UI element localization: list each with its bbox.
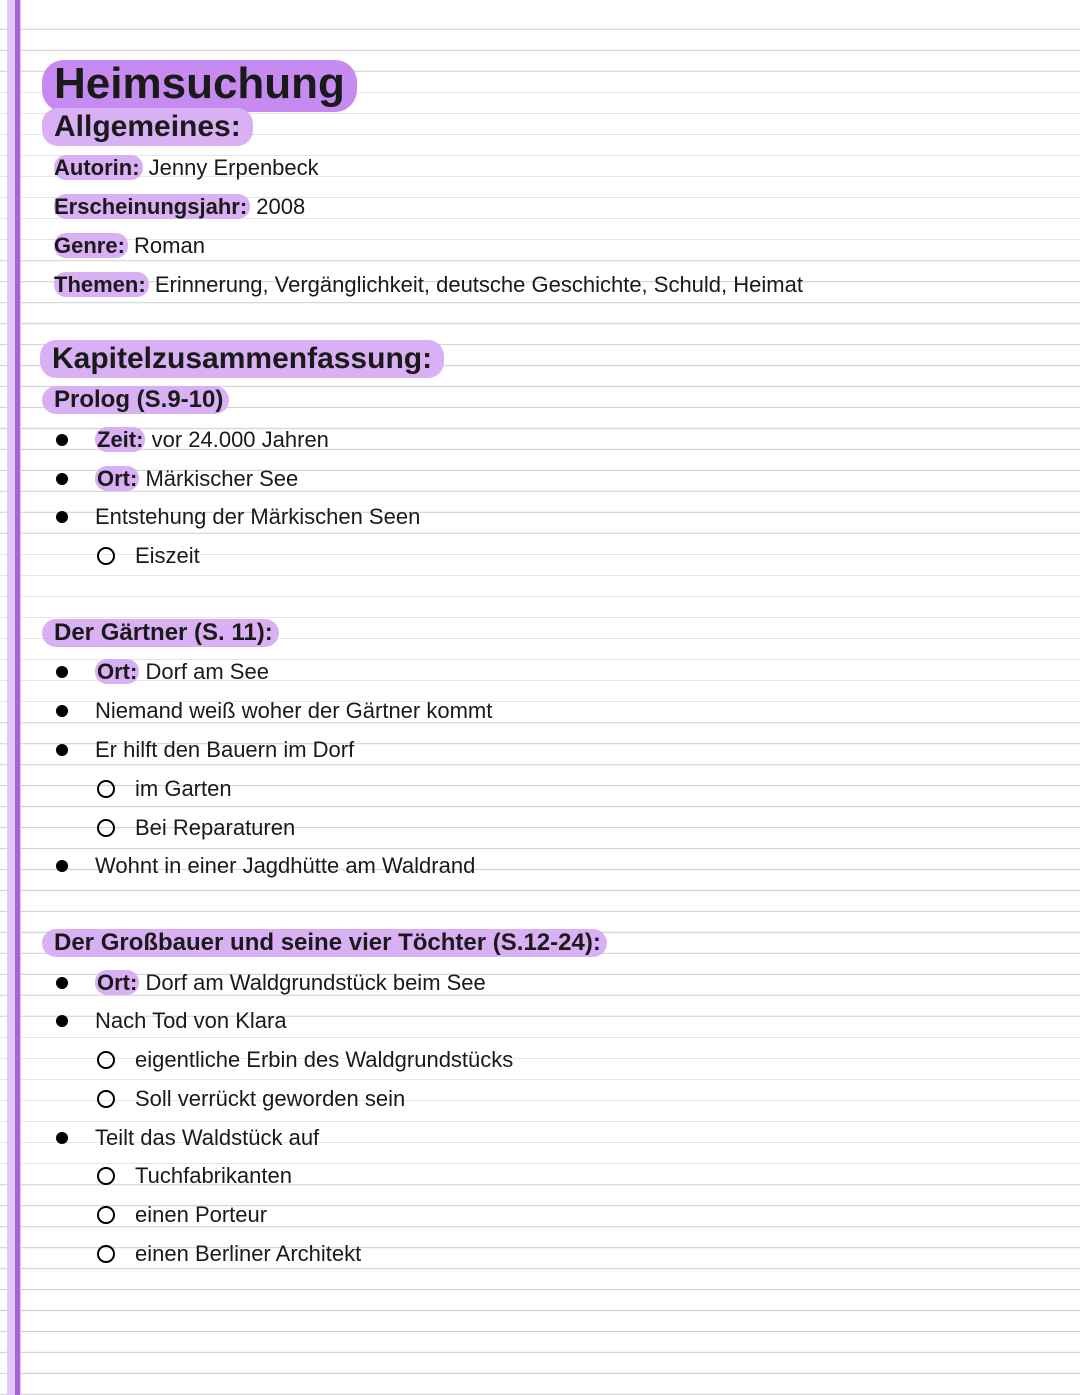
chapters-heading: Kapitelzusammenfassung: bbox=[40, 340, 444, 378]
sub-item-text: Tuchfabrikanten bbox=[135, 1163, 292, 1188]
item-text: Dorf am See bbox=[145, 659, 269, 684]
circle-bullet-icon bbox=[97, 780, 115, 798]
item-text: Entstehung der Märkischen Seen bbox=[95, 504, 421, 529]
chapter-title: Der Gärtner (S. 11): bbox=[42, 619, 279, 647]
bullet-icon bbox=[56, 860, 68, 872]
bullet-icon bbox=[56, 705, 68, 717]
field-label: Erscheinungsjahr: bbox=[54, 194, 250, 219]
bullet-icon bbox=[56, 434, 68, 446]
bullet-icon bbox=[56, 511, 68, 523]
item-text: Teilt das Waldstück auf bbox=[95, 1125, 320, 1150]
margin-line bbox=[15, 0, 20, 1395]
page-title: Heimsuchung bbox=[42, 60, 357, 112]
bullet-icon bbox=[56, 666, 68, 678]
circle-bullet-icon bbox=[97, 1245, 115, 1263]
sub-item-text: einen Berliner Architekt bbox=[135, 1241, 362, 1266]
item-text: Märkischer See bbox=[145, 466, 299, 491]
item-text: Niemand weiß woher der Gärtner kommt bbox=[95, 698, 493, 723]
circle-bullet-icon bbox=[97, 1167, 115, 1185]
field-year bbox=[54, 193, 305, 221]
bullet-icon bbox=[56, 473, 68, 485]
bullet-icon bbox=[56, 744, 68, 756]
field-value: Jenny Erpenbeck bbox=[148, 155, 319, 180]
item-text: Dorf am Waldgrundstück beim See bbox=[145, 970, 486, 995]
item-label: Ort: bbox=[97, 466, 138, 491]
field-label: Genre: bbox=[54, 233, 128, 258]
circle-bullet-icon bbox=[97, 547, 115, 565]
chapter-title: Der Großbauer und seine vier Töchter (S.12-24): bbox=[42, 929, 607, 957]
sub-item-text: einen Porteur bbox=[135, 1202, 268, 1227]
general-heading: Allgemeines: bbox=[42, 108, 253, 146]
circle-bullet-icon bbox=[97, 819, 115, 837]
item-label: Ort: bbox=[97, 659, 138, 684]
circle-bullet-icon bbox=[97, 1206, 115, 1224]
sub-item-text: Eiszeit bbox=[135, 543, 200, 568]
circle-bullet-icon bbox=[97, 1051, 115, 1069]
bullet-icon bbox=[56, 1132, 68, 1144]
sub-item-text: Soll verrückt geworden sein bbox=[135, 1086, 406, 1111]
circle-bullet-icon bbox=[97, 1090, 115, 1108]
field-author bbox=[54, 154, 319, 182]
bullet-icon bbox=[56, 1015, 68, 1027]
item-label: Ort: bbox=[97, 970, 138, 995]
field-value: Erinnerung, Vergänglichkeit, deutsche Geschichte, Schuld, Heimat bbox=[154, 272, 803, 297]
field-value: Roman bbox=[134, 233, 205, 258]
chapter-title: Prolog (S.9-10) bbox=[42, 386, 229, 414]
item-text: Nach Tod von Klara bbox=[95, 1008, 287, 1033]
field-label: Themen: bbox=[54, 272, 149, 297]
item-text: Er hilft den Bauern im Dorf bbox=[95, 737, 355, 762]
sub-item-text: Bei Reparaturen bbox=[135, 815, 296, 840]
item-label: Zeit: bbox=[97, 427, 144, 452]
field-genre bbox=[54, 232, 205, 260]
sub-item-text: eigentliche Erbin des Waldgrundstücks bbox=[135, 1047, 514, 1072]
sub-item-text: im Garten bbox=[135, 776, 232, 801]
field-value: 2008 bbox=[256, 194, 306, 219]
bullet-icon bbox=[56, 977, 68, 989]
item-text: vor 24.000 Jahren bbox=[151, 427, 329, 452]
field-label: Autorin: bbox=[54, 155, 143, 180]
field-themes bbox=[54, 271, 803, 299]
item-text: Wohnt in einer Jagdhütte am Waldrand bbox=[95, 853, 476, 878]
